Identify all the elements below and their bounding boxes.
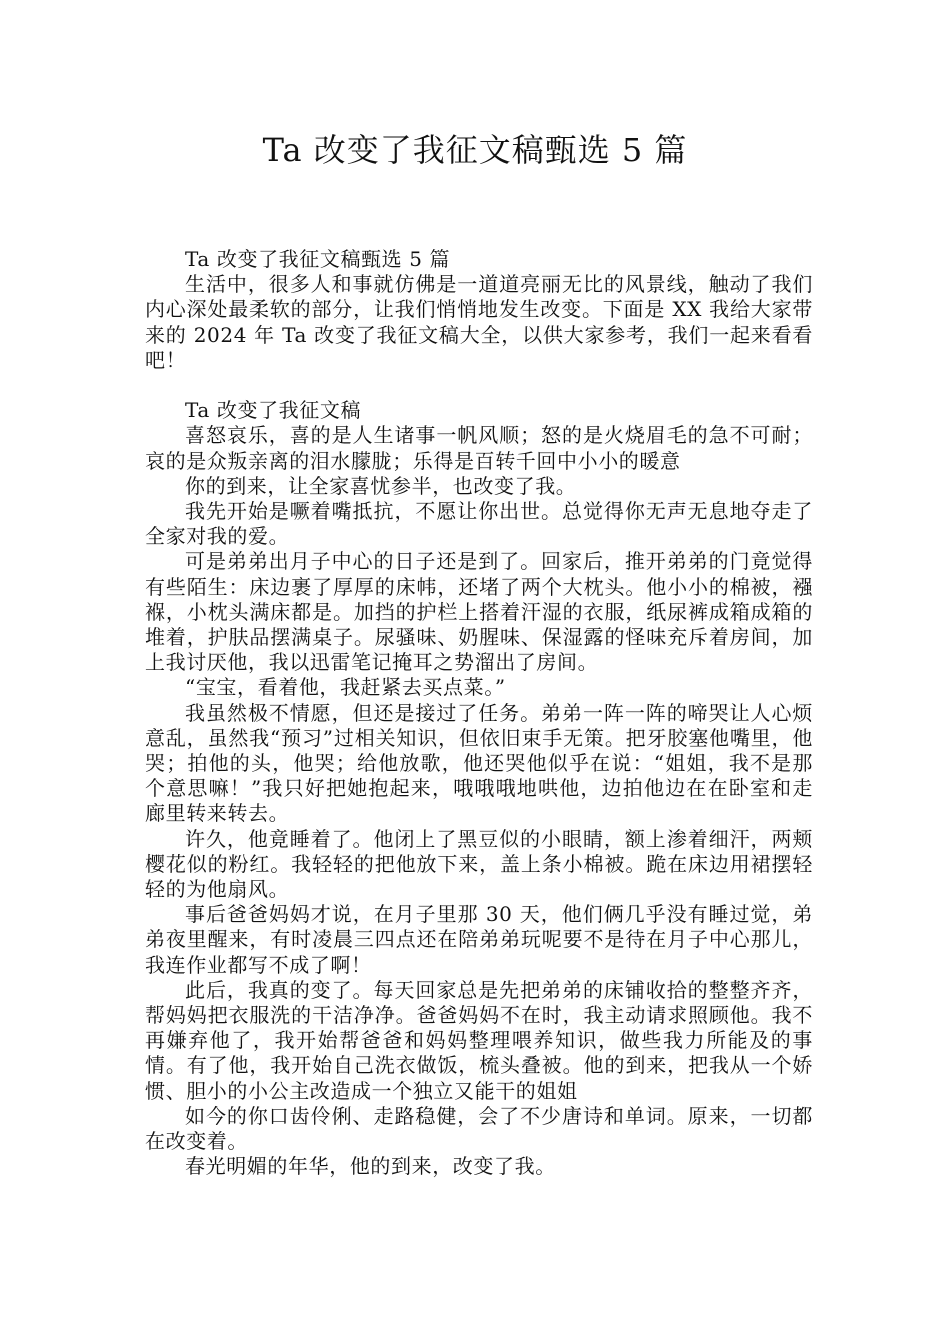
paragraph-gap [145, 373, 813, 398]
body-paragraph: 许久，他竟睡着了。他闭上了黑豆似的小眼睛，额上渗着细汗，两颊樱花似的粉红。我轻轻的把他放下来，盖上条小棉被。跪在床边用裙摆轻轻的为他扇风。 [145, 826, 813, 902]
body-paragraph: 事后爸爸妈妈才说，在月子里那 30 天，他们俩几乎没有睡过觉，弟弟夜里醒来，有时凌晨三四点还在陪弟弟玩呢要不是待在月子中心那儿，我连作业都写不成了啊！ [145, 902, 813, 977]
body-paragraph: 如今的你口齿伶俐、走路稳健，会了不少唐诗和单词。原来，一切都在改变着。 [145, 1103, 813, 1154]
body-paragraph: 你的到来，让全家喜忧参半，也改变了我。 [185, 473, 577, 498]
body-paragraph: 我虽然极不情愿，但还是接过了任务。弟弟一阵一阵的啼哭让人心烦意乱，虽然我“预习”过相关知识，但依旧束手无策。把牙胶塞他嘴里，他哭；拍他的头，他哭；给他放歌，他还哭他似乎在说：“姐姐，我不是那个意思嘛！”我只好把她抱起来，哦哦哦地哄他，边拍他边在在卧室和走廊里转来转去。 [145, 700, 813, 826]
section-heading: Ta 改变了我征文稿 [185, 398, 362, 423]
body-paragraph: 我先开始是噘着嘴抵抗，不愿让你出世。总觉得你无声无息地夺走了全家对我的爱。 [145, 499, 813, 549]
body-paragraph: 喜怒哀乐，喜的是人生诸事一帆风顺；怒的是火烧眉毛的急不可耐；哀的是众叛亲离的泪水朦胧；乐得是百转千回中小小的暖意 [145, 423, 813, 473]
body-paragraph: 可是弟弟出月子中心的日子还是到了。回家后，推开弟弟的门竟觉得有些陌生：床边裹了厚厚的床帏，还堵了两个大枕头。他小小的棉被，襁褓，小枕头满床都是。加挡的护栏上搭着汗湿的衣服，纸尿裤成箱成箱的堆着，护肤品摆满桌子。尿骚味、奶腥味、保湿露的怪味充斥着房间，加上我讨厌他，我以迅雷笔记掩耳之势溜出了房间。 [145, 549, 813, 675]
document-title: Ta 改变了我征文稿甄选 5 篇 [262, 131, 688, 169]
body-paragraph: 此后，我真的变了。每天回家总是先把弟弟的床铺收拾的整整齐齐，帮妈妈把衣服洗的干洁净净。爸爸妈妈不在时，我主动请求照顾他。我不再嫌弃他了，我开始帮爸爸和妈妈整理喂养知识，做些我力所能及的事情。有了他，我开始自己洗衣做饭，梳头叠被。他的到来，把我从一个娇惯、胆小的小公主改造成一个独立又能干的姐姐 [145, 977, 813, 1103]
body-paragraph: 生活中，很多人和事就仿佛是一道道亮丽无比的风景线，触动了我们内心深处最柔软的部分，让我们悄悄地发生改变。下面是 XX 我给大家带来的 2024 年 Ta 改变了我征文稿大全，以供大家参考，我们一起来看看吧！ [145, 272, 813, 372]
body-paragraph: Ta 改变了我征文稿甄选 5 篇 [185, 247, 451, 271]
body-paragraph: 春光明媚的年华，他的到来，改变了我。 [185, 1154, 556, 1179]
body-paragraph: “宝宝，看着他，我赶紧去买点菜。” [185, 675, 506, 700]
document-body [145, 247, 813, 1180]
